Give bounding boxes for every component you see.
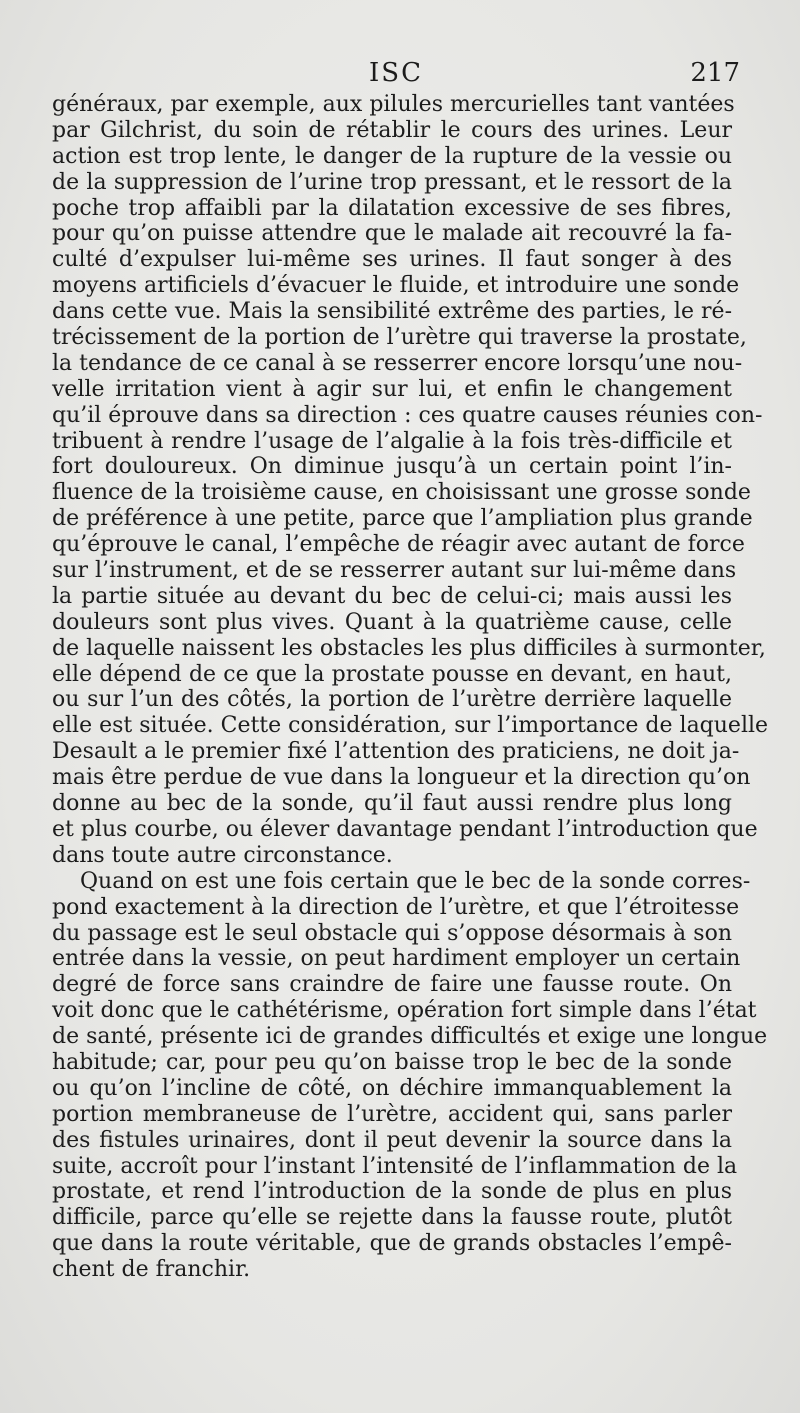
running-head: ISC [369, 58, 423, 88]
text-line: qu’il éprouve dans sa direction : ces quatre causes réunies con- [52, 402, 763, 428]
text-line: tribuent à rendre l’usage de l’algalie à la fois très-difficile et [52, 428, 732, 454]
text-line: chent de franchir. [52, 1257, 251, 1283]
text-line: degré de force sans craindre de faire une fausse route. On [52, 972, 732, 998]
text-line: entrée dans la vessie, on peut hardiment employer un certain [52, 946, 741, 972]
text-line: des fistules urinaires, dont il peut devenir la source dans la [52, 1127, 732, 1153]
text-line: pour qu’on puisse attendre que le malade ait recouvré la fa- [52, 221, 732, 247]
text-line: mais être perdue de vue dans la longueur et la direction qu’on [52, 765, 751, 791]
text-line: suite, accroît pour l’instant l’intensité de l’inflammation de la [52, 1153, 738, 1179]
body-text [52, 92, 769, 1283]
text-line: moyens artificiels d’évacuer le fluide, et introduire une sonde [52, 273, 740, 299]
text-line: culté d’expulser lui-même ses urines. Il faut songer à des [52, 247, 732, 273]
text-line: généraux, par exemple, aux pilules mercurielles tant vantées [52, 92, 735, 117]
text-line: dans toute autre circonstance. [52, 842, 393, 868]
text-line: la partie située au devant du bec de celui-ci; mais aussi les [52, 583, 732, 609]
text-line: Quand on est une fois certain que le bec de la sonde corres- [80, 868, 751, 894]
text-line: la tendance de ce canal à se resserrer encore lorsqu’une nou- [52, 350, 743, 376]
text-line: ou qu’on l’incline de côté, on déchire immanquablement la [52, 1075, 732, 1101]
text-line: que dans la route véritable, que de grands obstacles l’empê- [52, 1231, 732, 1257]
text-line: donne au bec de la sonde, qu’il faut aussi rendre plus long [52, 791, 732, 817]
text-line: trécissement de la portion de l’urètre qui traverse la prostate, [52, 325, 747, 351]
text-line: qu’éprouve le canal, l’empêche de réagir avec autant de force [52, 532, 745, 558]
text-line: poche trop affaibli par la dilatation excessive de ses fibres, [52, 195, 732, 221]
paragraph-1 [52, 92, 769, 869]
text-line: fort douloureux. On diminue jusqu’à un certain point l’in- [52, 454, 732, 480]
text-line: sur l’instrument, et de se resserrer autant sur lui-même dans [52, 558, 737, 584]
text-line: ou sur l’un des côtés, la portion de l’urètre derrière laquelle [52, 687, 732, 713]
text-line: action est trop lente, le danger de la rupture de la vessie ou [52, 143, 732, 169]
text-line: Desault a le premier fixé l’attention des praticiens, ne doit ja- [52, 739, 740, 765]
text-line: velle irritation vient à agir sur lui, et enfin le changement [52, 376, 732, 402]
text-line: de la suppression de l’urine trop pressant, et le ressort de la [52, 169, 732, 195]
text-line: pond exactement à la direction de l’urètre, et que l’étroitesse [52, 894, 740, 920]
text-line: elle dépend de ce que la prostate pousse en devant, en haut, [52, 661, 732, 687]
text-line: par Gilchrist, du soin de rétablir le cours des urines. Leur [52, 117, 732, 143]
text-line: douleurs sont plus vives. Quant à la quatrième cause, celle [52, 609, 732, 635]
text-line: portion membraneuse de l’urètre, accident qui, sans parler [52, 1101, 732, 1127]
text-line: de santé, présente ici de grandes difficultés et exige une longue [52, 1024, 768, 1050]
text-line: dans cette vue. Mais la sensibilité extrême des parties, le ré- [52, 299, 732, 325]
text-line: et plus courbe, ou élever davantage pendant l’introduction que [52, 816, 758, 842]
text-line: prostate, et rend l’introduction de la sonde de plus en plus [52, 1179, 732, 1205]
text-line: habitude; car, pour peu qu’on baisse trop le bec de la sonde [52, 1049, 732, 1075]
paragraph-2 [52, 868, 768, 1283]
text-line: fluence de la troisième cause, en choisissant une grosse sonde [52, 480, 751, 506]
page-header [52, 58, 740, 92]
text-line: elle est située. Cette considération, sur l’importance de laquelle [52, 713, 769, 739]
text-line: de préférence à une petite, parce que l’ampliation plus grande [52, 506, 753, 532]
text-line: difficile, parce qu’elle se rejette dans la fausse route, plutôt [52, 1205, 732, 1231]
text-line: du passage est le seul obstacle qui s’oppose désormais à son [52, 920, 732, 946]
page-number: 217 [690, 58, 740, 88]
text-line: de laquelle naissent les obstacles les plus difficiles à surmonter, [52, 635, 766, 661]
text-line: voit donc que le cathétérisme, opération fort simple dans l’état [52, 998, 757, 1024]
